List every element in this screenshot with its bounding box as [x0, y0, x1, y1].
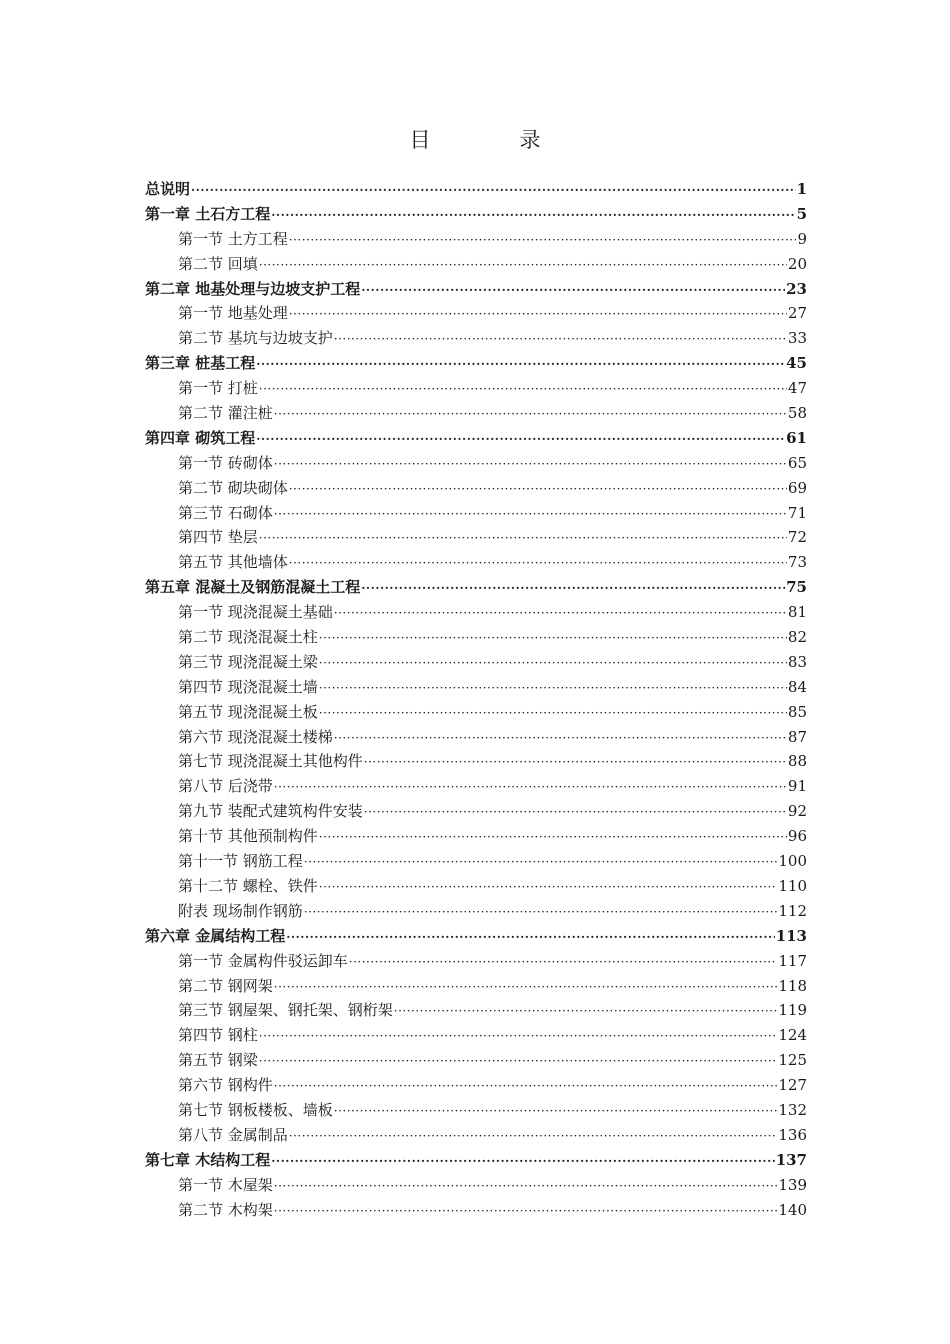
dot-leader	[334, 1099, 778, 1124]
toc-entry-page-number: 69	[787, 478, 807, 497]
toc-entry-label: 第二节 灌注桩	[178, 404, 273, 423]
toc-entry-page-number: 91	[787, 777, 807, 796]
toc-entry-page-number: 65	[787, 453, 807, 472]
toc-entry-page-number: 137	[775, 1150, 807, 1169]
toc-chapter-entry[interactable]	[145, 426, 807, 451]
toc-section-entry[interactable]	[145, 998, 807, 1023]
toc-entry-page-number: 33	[787, 329, 807, 348]
toc-entry-label: 第一节 金属构件驳运卸车	[178, 951, 348, 970]
toc-chapter-entry[interactable]	[145, 177, 807, 202]
toc-section-entry[interactable]	[145, 949, 807, 974]
toc-entry-page-number: 88	[787, 752, 807, 771]
toc-section-entry[interactable]	[145, 849, 807, 874]
toc-entry-page-number: 73	[787, 553, 807, 572]
toc-entry-label: 第一节 地基处理	[178, 304, 288, 323]
toc-entry-label: 第七章 木结构工程	[145, 1150, 271, 1169]
toc-section-entry[interactable]	[145, 326, 807, 351]
dot-leader	[319, 825, 787, 850]
toc-entry-page-number: 84	[787, 677, 807, 696]
dot-leader	[364, 750, 787, 775]
toc-entry-page-number: 117	[778, 951, 807, 970]
toc-entry-page-number: 92	[787, 802, 807, 821]
toc-entry-page-number: 27	[787, 304, 807, 323]
dot-leader	[289, 302, 787, 327]
dot-leader	[289, 228, 797, 253]
toc-chapter-entry[interactable]	[145, 202, 807, 227]
toc-entry-page-number: 100	[778, 852, 807, 871]
dot-leader	[319, 875, 778, 900]
toc-section-entry[interactable]	[145, 749, 807, 774]
dot-leader	[319, 701, 787, 726]
dot-leader	[259, 377, 787, 402]
toc-section-entry[interactable]	[145, 799, 807, 824]
toc-section-entry[interactable]	[145, 476, 807, 501]
toc-entry-page-number: 81	[787, 603, 807, 622]
toc-entry-page-number: 112	[778, 901, 807, 920]
toc-entry-label: 总说明	[145, 180, 191, 198]
page-title: 目 录	[409, 128, 575, 152]
dot-leader	[259, 253, 787, 278]
toc-section-entry[interactable]	[145, 974, 807, 999]
toc-entry-label: 第五节 现浇混凝土板	[178, 702, 318, 721]
toc-entry-page-number: 85	[787, 702, 807, 721]
dot-leader	[334, 726, 787, 751]
toc-entry-label: 第一节 木屋架	[178, 1175, 273, 1194]
dot-leader	[259, 1024, 778, 1049]
toc-entry-label: 第五节 其他墙体	[178, 553, 288, 572]
dot-leader	[274, 1174, 778, 1199]
toc-section-entry[interactable]	[145, 525, 807, 550]
dot-leader	[361, 278, 785, 303]
toc-section-entry[interactable]	[145, 625, 807, 650]
toc-entry-page-number: 58	[787, 404, 807, 423]
toc-entry-page-number: 47	[787, 379, 807, 398]
dot-leader	[274, 452, 787, 477]
toc-entry-label: 第一节 打桩	[178, 379, 258, 398]
toc-section-entry[interactable]	[145, 774, 807, 799]
toc-section-entry[interactable]	[145, 1198, 807, 1223]
toc-section-entry[interactable]	[145, 1048, 807, 1073]
dot-leader	[364, 800, 787, 825]
toc-entry-label: 第六节 现浇混凝土楼梯	[178, 727, 333, 746]
toc-entry-page-number: 96	[787, 827, 807, 846]
toc-entry-label: 第四节 垫层	[178, 528, 258, 547]
toc-entry-page-number: 82	[787, 628, 807, 647]
toc-entry-page-number: 83	[787, 652, 807, 671]
toc-section-entry[interactable]	[145, 725, 807, 750]
toc-entry-label: 第三节 石砌体	[178, 503, 273, 522]
dot-leader	[274, 1074, 778, 1099]
toc-entry-page-number: 132	[778, 1100, 807, 1119]
toc-entry-label: 第二章 地基处理与边坡支护工程	[145, 279, 361, 298]
toc-entry-label: 第一节 土方工程	[178, 229, 288, 248]
toc-entry-label: 第十一节 钢筋工程	[178, 852, 303, 871]
dot-leader	[274, 775, 787, 800]
toc-entry-page-number: 118	[778, 976, 807, 995]
toc-entry-page-number: 20	[787, 254, 807, 273]
toc-entry-page-number: 124	[778, 1026, 807, 1045]
toc-entry-page-number: 75	[786, 578, 807, 597]
toc-entry-page-number: 87	[787, 727, 807, 746]
toc-section-entry[interactable]	[145, 675, 807, 700]
toc-section-entry[interactable]	[145, 252, 807, 277]
dot-leader	[289, 477, 787, 502]
toc-entry-page-number: 127	[778, 1076, 807, 1095]
dot-leader	[191, 178, 796, 203]
dot-leader	[274, 1199, 778, 1224]
toc-entry-page-number: 113	[775, 926, 807, 945]
toc-entry-label: 第五节 钢梁	[178, 1051, 258, 1070]
toc-section-entry[interactable]	[145, 550, 807, 575]
toc-section-entry[interactable]	[145, 874, 807, 899]
dot-leader	[319, 651, 787, 676]
toc-entry-label: 第六节 钢构件	[178, 1076, 273, 1095]
toc-entry-label: 第十节 其他预制构件	[178, 827, 318, 846]
toc-section-entry[interactable]	[145, 899, 807, 924]
dot-leader	[286, 925, 774, 950]
toc-entry-label: 附表 现场制作钢筋	[178, 901, 303, 920]
dot-leader	[289, 1124, 778, 1149]
toc-entry-label: 第二节 钢网架	[178, 976, 273, 995]
toc-entry-page-number: 45	[786, 354, 807, 373]
dot-leader	[334, 601, 787, 626]
toc-entry-label: 第三节 现浇混凝土梁	[178, 652, 318, 671]
toc-section-entry[interactable]	[145, 1098, 807, 1123]
dot-leader	[361, 576, 785, 601]
toc-chapter-entry[interactable]	[145, 351, 807, 376]
toc-entry-page-number: 139	[778, 1175, 807, 1194]
toc-section-entry[interactable]	[145, 376, 807, 401]
dot-leader	[274, 975, 778, 1000]
dot-leader	[349, 950, 778, 975]
toc-entry-label: 第一节 现浇混凝土基础	[178, 603, 333, 622]
toc-entry-label: 第二节 现浇混凝土柱	[178, 628, 318, 647]
toc-entry-label: 第一节 砖砌体	[178, 453, 273, 472]
toc-entry-page-number: 1	[796, 180, 807, 198]
toc-entry-label: 第二节 回填	[178, 254, 258, 273]
toc-section-entry[interactable]	[145, 227, 807, 252]
toc-entry-page-number: 61	[786, 428, 807, 447]
toc-section-entry[interactable]	[145, 451, 807, 476]
dot-leader	[274, 402, 787, 427]
toc-entry-page-number: 140	[778, 1200, 807, 1219]
toc-entry-label: 第十二节 螺栓、铁件	[178, 876, 318, 895]
toc-chapter-entry[interactable]	[145, 277, 807, 302]
toc-entry-label: 第七节 现浇混凝土其他构件	[178, 752, 363, 771]
toc-entry-label: 第九节 装配式建筑构件安装	[178, 802, 363, 821]
toc-section-entry[interactable]	[145, 1073, 807, 1098]
toc-entry-label: 第七节 钢板楼板、墙板	[178, 1100, 333, 1119]
toc-entry-label: 第二节 木构架	[178, 1200, 273, 1219]
dot-leader	[259, 526, 787, 551]
toc-entry-page-number: 5	[796, 204, 807, 223]
toc-section-entry[interactable]	[145, 401, 807, 426]
dot-leader	[319, 676, 787, 701]
toc-entry-label: 第一章 土石方工程	[145, 204, 271, 223]
toc-entry-label: 第二节 基坑与边坡支护	[178, 329, 333, 348]
toc-chapter-entry[interactable]	[145, 1148, 807, 1173]
toc-entry-label: 第四章 砌筑工程	[145, 428, 256, 447]
toc-entry-page-number: 119	[778, 1001, 807, 1020]
toc-chapter-entry[interactable]	[145, 575, 807, 600]
dot-leader	[319, 626, 787, 651]
toc-section-entry[interactable]	[145, 650, 807, 675]
dot-leader	[334, 327, 787, 352]
toc-section-entry[interactable]	[145, 1123, 807, 1148]
toc-entry-label: 第八节 金属制品	[178, 1125, 288, 1144]
toc-entry-page-number: 9	[797, 229, 807, 248]
dot-leader	[289, 551, 787, 576]
toc-entry-page-number: 23	[786, 279, 807, 298]
toc-section-entry[interactable]	[145, 301, 807, 326]
toc-entry-page-number: 136	[778, 1125, 807, 1144]
toc-section-entry[interactable]	[145, 1173, 807, 1198]
dot-leader	[256, 352, 785, 377]
toc-entry-label: 第八节 后浇带	[178, 777, 273, 796]
toc-entry-label: 第四节 现浇混凝土墙	[178, 677, 318, 696]
dot-leader	[304, 900, 778, 925]
toc-entry-page-number: 125	[778, 1051, 807, 1070]
table-of-contents	[145, 177, 807, 1222]
toc-section-entry[interactable]	[145, 1023, 807, 1048]
dot-leader	[256, 427, 785, 452]
toc-section-entry[interactable]	[145, 824, 807, 849]
dot-leader	[271, 203, 795, 228]
dot-leader	[304, 850, 778, 875]
toc-entry-label: 第四节 钢柱	[178, 1026, 258, 1045]
dot-leader	[274, 502, 787, 527]
toc-entry-page-number: 71	[787, 503, 807, 522]
toc-section-entry[interactable]	[145, 600, 807, 625]
toc-section-entry[interactable]	[145, 700, 807, 725]
toc-entry-label: 第三章 桩基工程	[145, 354, 256, 373]
dot-leader	[259, 1049, 778, 1074]
dot-leader	[271, 1149, 774, 1174]
toc-entry-page-number: 72	[787, 528, 807, 547]
dot-leader	[394, 999, 778, 1024]
toc-chapter-entry[interactable]	[145, 924, 807, 949]
toc-entry-label: 第二节 砌块砌体	[178, 478, 288, 497]
toc-entry-label: 第六章 金属结构工程	[145, 926, 286, 945]
toc-entry-label: 第五章 混凝土及钢筋混凝土工程	[145, 578, 361, 597]
toc-section-entry[interactable]	[145, 501, 807, 526]
toc-entry-page-number: 110	[778, 876, 807, 895]
toc-entry-label: 第三节 钢屋架、钢托架、钢桁架	[178, 1001, 393, 1020]
